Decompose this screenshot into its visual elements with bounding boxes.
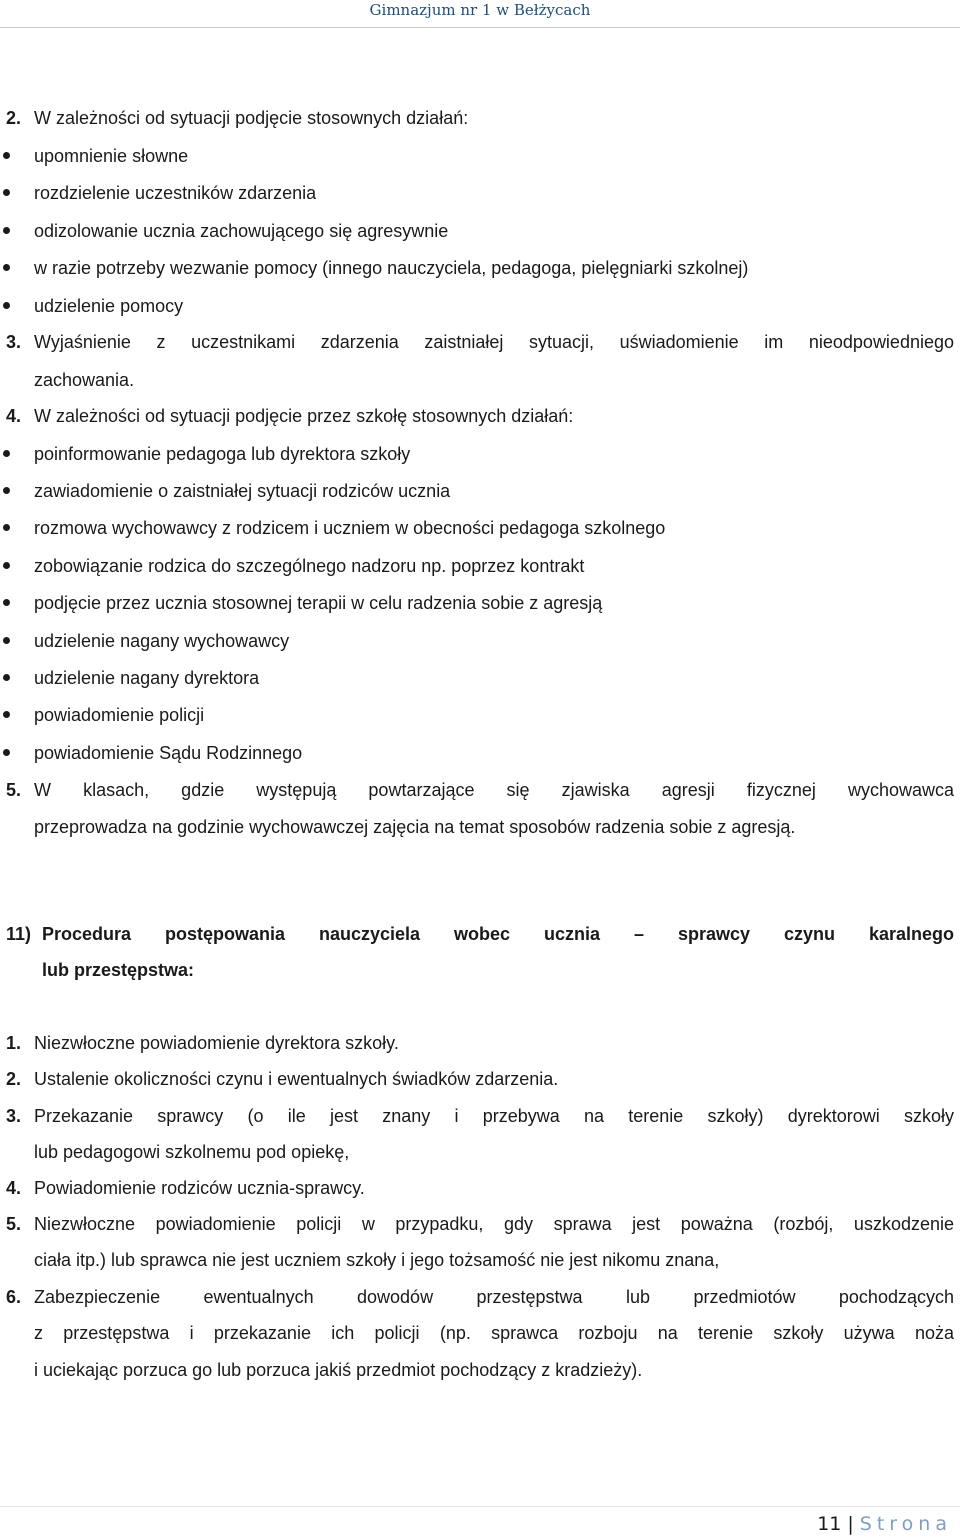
list-item xyxy=(0,1285,960,1309)
list-item xyxy=(0,1067,960,1091)
list-item xyxy=(0,404,960,428)
line-text: Niezwłoczne powiadomienie dyrektora szkoły. xyxy=(34,1033,399,1053)
bullet-dot-icon xyxy=(3,227,10,234)
section-heading-line xyxy=(0,922,960,946)
page-header-title: Gimnazjum nr 1 w Bełżycach xyxy=(369,1,591,19)
bullet-dot-icon xyxy=(3,524,10,531)
line-text: zobowiązanie rodzica do szczególnego nadzoru np. poprzez kontrakt xyxy=(34,556,585,576)
line-text: Zabezpieczenie ewentualnych dowodów przestępstwa lub przedmiotów pochodzących xyxy=(34,1287,954,1307)
line-text: Przekazanie sprawcy (o ile jest znany i przebywa na terenie szkoły) dyrektorowi szkoły xyxy=(34,1106,954,1126)
list-number: 5. xyxy=(6,1214,22,1234)
bullet-item xyxy=(0,294,960,318)
footer-separator: | xyxy=(847,1513,854,1535)
list-item xyxy=(0,1358,960,1382)
line-text: lub pedagogowi szkolnemu pod opiekę, xyxy=(34,1142,350,1162)
bullet-dot-icon xyxy=(3,264,10,271)
page-footer xyxy=(817,1512,952,1536)
bullet-item xyxy=(0,591,960,615)
footer-divider xyxy=(0,1506,960,1507)
bullet-dot-icon xyxy=(3,711,10,718)
line-text: Procedura postępowania nauczyciela wobec ucznia – sprawcy czynu karalnego xyxy=(42,924,954,944)
line-text: Ustalenie okoliczności czynu i ewentualnych świadków zdarzenia. xyxy=(34,1069,559,1089)
line-text: Powiadomienie rodziców ucznia-sprawcy. xyxy=(34,1178,365,1198)
page-number: 11 xyxy=(817,1513,842,1535)
bullet-dot-icon xyxy=(3,562,10,569)
list-item xyxy=(0,1140,960,1164)
list-item xyxy=(0,1248,960,1272)
list-item xyxy=(0,330,960,354)
line-text: z przestępstwa i przekazanie ich policji (np. sprawca rozboju na terenie szkoły używa noża xyxy=(34,1323,954,1343)
bullet-item xyxy=(0,181,960,205)
list-number: 1. xyxy=(6,1033,22,1053)
bullet-dot-icon xyxy=(3,189,10,196)
line-text: W klasach, gdzie występują powtarzające się zjawiska agresji fizycznej wychowawca xyxy=(34,780,954,800)
line-text: podjęcie przez ucznia stosownej terapii w celu radzenia sobie z agresją xyxy=(34,593,603,613)
list-number: 2. xyxy=(6,108,22,128)
bullet-item xyxy=(0,741,960,765)
line-text: rozdzielenie uczestników zdarzenia xyxy=(34,183,317,203)
list-number: 3. xyxy=(6,1106,22,1126)
page-label: Strona xyxy=(859,1513,952,1535)
bullet-dot-icon xyxy=(3,749,10,756)
list-item xyxy=(0,815,960,839)
bullet-item xyxy=(0,554,960,578)
list-number: 11) xyxy=(6,924,32,944)
line-text: rozmowa wychowawcy z rodzicem i uczniem w obecności pedagoga szkolnego xyxy=(34,518,666,538)
list-item xyxy=(0,106,960,130)
list-item xyxy=(0,1176,960,1200)
bullet-dot-icon xyxy=(3,599,10,606)
line-text: zachowania. xyxy=(34,370,135,390)
list-item xyxy=(0,1031,960,1055)
list-number: 4. xyxy=(6,406,22,426)
bullet-dot-icon xyxy=(3,637,10,644)
list-item xyxy=(0,778,960,802)
line-text: przeprowadza na godzinie wychowawczej zajęcia na temat sposobów radzenia sobie z agresją. xyxy=(34,817,796,837)
list-item xyxy=(0,1212,960,1236)
bullet-dot-icon xyxy=(3,487,10,494)
line-text: powiadomienie policji xyxy=(34,705,205,725)
list-number: 2. xyxy=(6,1069,22,1089)
bullet-item xyxy=(0,479,960,503)
line-text: Niezwłoczne powiadomienie policji w przypadku, gdy sprawa jest poważna (rozbój, uszkodzenie xyxy=(34,1214,954,1234)
list-item xyxy=(0,1321,960,1345)
bullet-item xyxy=(0,442,960,466)
list-number: 3. xyxy=(6,332,22,352)
bullet-item xyxy=(0,703,960,727)
list-item xyxy=(0,1104,960,1128)
line-text: W zależności od sytuacji podjęcie przez szkołę stosownych działań: xyxy=(34,406,574,426)
line-text: upomnienie słowne xyxy=(34,146,189,166)
list-number: 5. xyxy=(6,780,22,800)
bullet-dot-icon xyxy=(3,152,10,159)
bullet-dot-icon xyxy=(3,302,10,309)
list-number: 6. xyxy=(6,1287,22,1307)
bullet-item xyxy=(0,629,960,653)
list-number: 4. xyxy=(6,1178,22,1198)
bullet-item xyxy=(0,666,960,690)
bullet-item xyxy=(0,144,960,168)
bullet-item xyxy=(0,256,960,280)
line-text: udzielenie nagany dyrektora xyxy=(34,668,260,688)
line-text: zawiadomienie o zaistniałej sytuacji rodziców ucznia xyxy=(34,481,451,501)
line-text: Wyjaśnienie z uczestnikami zdarzenia zaistniałej sytuacji, uświadomienie im nieodpowiedniego xyxy=(34,332,954,352)
line-text: powiadomienie Sądu Rodzinnego xyxy=(34,743,303,763)
bullet-item xyxy=(0,516,960,540)
line-text: udzielenie pomocy xyxy=(34,296,184,316)
line-text: i uciekając porzuca go lub porzuca jakiś przedmiot pochodzący z kradzieży). xyxy=(34,1360,643,1380)
line-text: poinformowanie pedagoga lub dyrektora szkoły xyxy=(34,444,411,464)
line-text: w razie potrzeby wezwanie pomocy (innego nauczyciela, pedagoga, pielęgniarki szkolnej) xyxy=(34,258,749,278)
bullet-dot-icon xyxy=(3,450,10,457)
header-divider xyxy=(0,27,960,28)
list-item xyxy=(0,368,960,392)
bullet-item xyxy=(0,219,960,243)
line-text: odizolowanie ucznia zachowującego się agresywnie xyxy=(34,221,449,241)
section-heading-line xyxy=(0,958,960,982)
bullet-dot-icon xyxy=(3,674,10,681)
line-text: W zależności od sytuacji podjęcie stosownych działań: xyxy=(34,108,469,128)
line-text: lub przestępstwa: xyxy=(42,960,195,980)
line-text: ciała itp.) lub sprawca nie jest uczniem szkoły i jego tożsamość nie jest nikomu znana, xyxy=(34,1250,720,1270)
line-text: udzielenie nagany wychowawcy xyxy=(34,631,290,651)
